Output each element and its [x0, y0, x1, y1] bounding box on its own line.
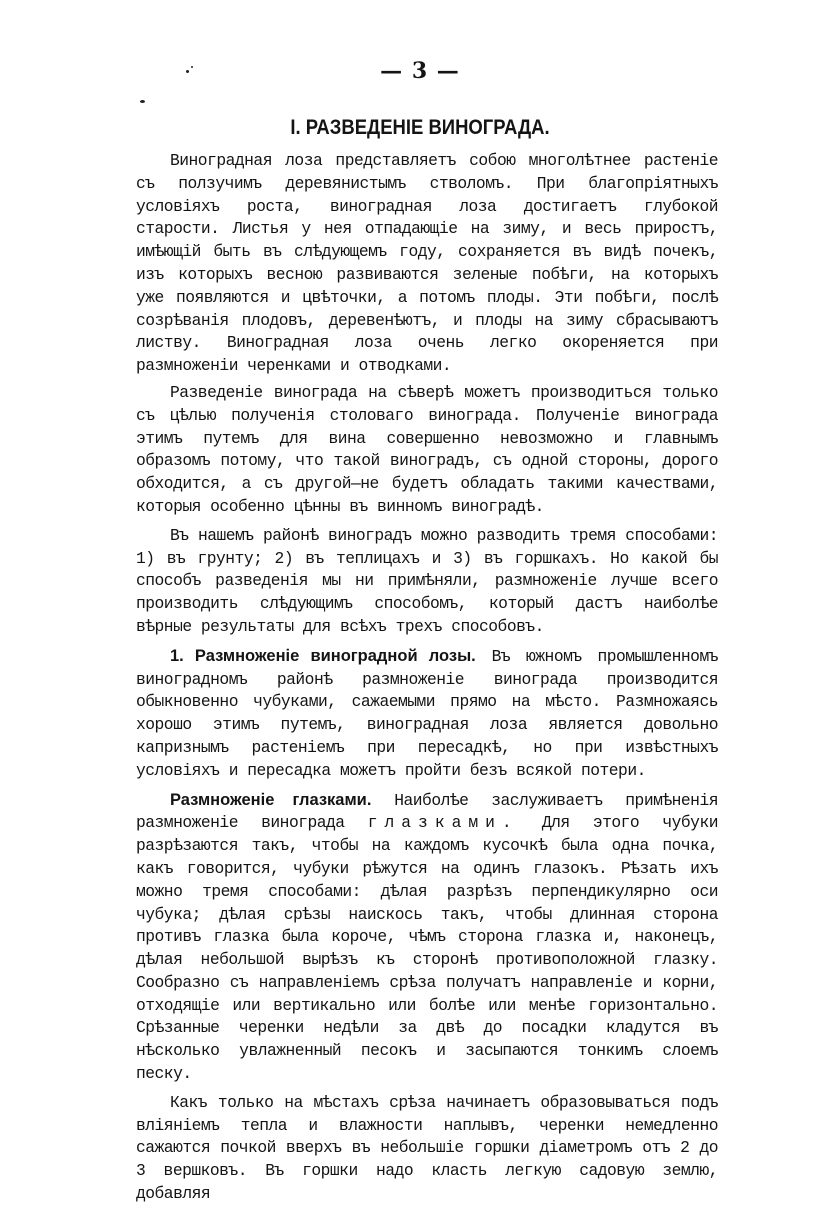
- paragraph: [136, 645, 718, 783]
- section-subtitle: Размноженіе глазками.: [170, 790, 372, 809]
- paragraph: Виноградная лоза представляетъ собою многолѣтнее растеніе съ ползучимъ деревянистымъ стволомъ. При благопріятныхъ условіяхъ роста, виноградная лоза достигаетъ глубокой старости. Листья у нея отпадающіе на зиму, и весь приростъ, имѣющій быть въ слѣдующемъ году, сохраняется въ видѣ почекъ, изъ которыхъ весною развиваются зеленые побѣги, на которыхъ уже появляются и цвѣточки, а потомъ плоды. Эти побѣги, послѣ созрѣванія плодовъ, деревенѣютъ, и плоды на зиму сбрасываютъ листву. Виноградная лоза очень легко окореняется при размноженіи черенками и отводками.: [136, 151, 718, 376]
- paragraph-text: Въ южномъ промышленномъ виноградномъ районѣ размноженіе винограда производится обыкновенно чубуками, сажаемыми прямо на мѣсто. Размножаясь хорошо этимъ путемъ, виноградная лоза является довольно капризнымъ растеніемъ при пересадкѣ, но при извѣстныхъ условіяхъ и пересадка можетъ пройти безъ всякой потери.: [136, 646, 718, 780]
- chapter-heading: I. РАЗВЕДЕНІЕ ВИНОГРАДА.: [290, 116, 550, 139]
- section-subtitle: 1. Размноженіе виноградной лозы.: [170, 646, 476, 665]
- paragraph: [136, 789, 718, 1086]
- paragraph-text: Для этого чубуки разрѣзаются такъ, чтобы на каждомъ кусочкѣ была одна почка, какъ говорится, чубуки рѣжутся на одинъ глазокъ. Рѣзать ихъ можно тремя способами: дѣлая разрѣзъ перпендикулярно оси чубука; дѣлая срѣзы наискось такъ, чтобы длинная сторона противъ глазка была короче, чѣмъ сторона глазка и, наконецъ, дѣлая небольшой вырѣзъ къ сторонѣ противоположной глазку. Сообразно съ направленіемъ срѣза получатъ направленіе и корни, отходящіе или вертикально или болѣе или менѣе горизонтально. Срѣзанные черенки недѣли за двѣ до посадки кладутся въ нѣсколько увлажненный песокъ и засыпаются тонкимъ слоемъ песку.: [136, 813, 718, 1084]
- page-number: — 3 —: [380, 58, 460, 84]
- print-speck: [140, 100, 145, 103]
- paragraph: Въ нашемъ районѣ виноградъ можно разводить тремя способами: 1) въ грунту; 2) въ теплицахъ и 3) въ горшкахъ. Но какой бы способъ разведенія мы ни примѣняли, размноженіе лучше всего производить слѣдующимъ способомъ, который дастъ наиболѣе вѣрные результаты для всѣхъ трехъ способовъ.: [136, 525, 718, 636]
- spaced-emphasis: глазками.: [367, 813, 519, 833]
- body-text: [136, 150, 718, 1212]
- paragraph-text: Наиболѣе заслуживаетъ примѣненія размноженіе винограда: [136, 790, 718, 833]
- paragraph: Разведеніе винограда на сѣверѣ можетъ производиться только съ цѣлью полученія столоваго винограда. Полученіе винограда этимъ путемъ для вина совершенно невозможно и главнымъ образомъ потому, что такой виноградъ, съ одной стороны, дорого обходится, а съ другой—не будетъ обладать такими качествами, которыя особенно цѣнны въ винномъ виноградѣ.: [136, 382, 718, 516]
- paragraph: Какъ только на мѣстахъ срѣза начинаетъ образовываться подъ вліяніемъ тепла и влажности наплывъ, черенки немедленно сажаются почкой вверхъ въ небольшіе горшки діаметромъ отъ 2 до 3 вершковъ. Въ горшки надо класть легкую садовую землю, добавляя: [136, 1092, 718, 1204]
